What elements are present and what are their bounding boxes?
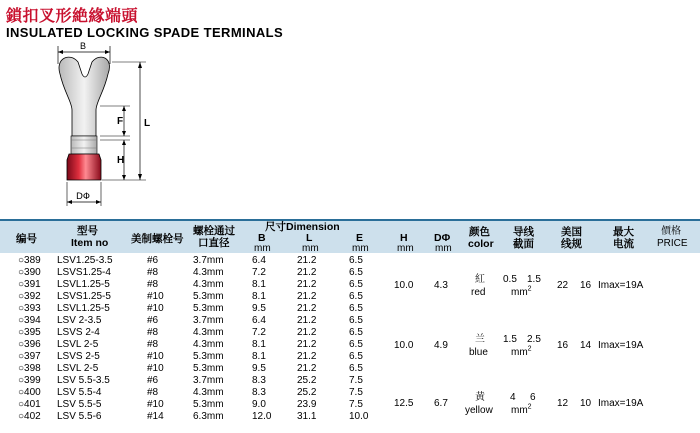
group-awg-b: 10 — [580, 398, 592, 409]
header-b-unit: mm — [254, 243, 271, 254]
row-l: 21.2 — [297, 327, 317, 338]
row-hole: 5.3mm — [193, 291, 224, 302]
group-wire-unit — [511, 287, 532, 299]
row-l: 25.2 — [297, 387, 317, 398]
row-code: ○401 — [18, 399, 41, 410]
group-h: 12.5 — [394, 398, 414, 409]
row-code: ○394 — [18, 315, 41, 326]
row-e: 6.5 — [349, 327, 363, 338]
row-item: LSV 5.5-6 — [57, 411, 102, 422]
row-b: 12.0 — [252, 411, 272, 422]
table-row — [0, 387, 700, 399]
row-b: 9.5 — [252, 363, 266, 374]
row-hole: 5.3mm — [193, 303, 224, 314]
page-title-english: INSULATED LOCKING SPADE TERMINALS — [6, 25, 284, 40]
row-screw: #10 — [147, 351, 164, 362]
group-current: Imax=19A — [598, 340, 644, 351]
row-screw: #10 — [147, 303, 164, 314]
row-screw: #6 — [147, 375, 159, 386]
dim-d-label: DΦ — [76, 192, 91, 202]
row-hole: 5.3mm — [193, 363, 224, 374]
header-l: L — [306, 232, 313, 244]
row-l: 21.2 — [297, 363, 317, 374]
row-b: 6.4 — [252, 255, 266, 266]
page-title-chinese: 鎖扣叉形絶緣端頭 — [6, 6, 139, 25]
header-wire-2: 截面 — [513, 238, 534, 250]
row-l: 21.2 — [297, 351, 317, 362]
row-code: ○400 — [18, 387, 41, 398]
row-e: 7.5 — [349, 399, 363, 410]
group-awg-a: 12 — [557, 398, 569, 409]
table-row — [0, 411, 700, 423]
dim-l-label: L — [144, 118, 151, 129]
group-awg-b: 16 — [580, 280, 592, 291]
row-l: 21.2 — [297, 255, 317, 266]
row-e: 6.5 — [349, 339, 363, 350]
row-code: ○395 — [18, 327, 41, 338]
row-b: 8.1 — [252, 339, 266, 350]
row-b: 8.3 — [252, 387, 266, 398]
row-hole: 4.3mm — [193, 387, 224, 398]
group-wire-unit-text: mm — [511, 347, 528, 358]
row-item: LSVL 2-5 — [57, 339, 99, 350]
group-color-en: blue — [469, 347, 488, 358]
header-price-cn: 價格 — [661, 226, 681, 237]
row-item: LSVS 2-5 — [57, 351, 100, 362]
group-wire-b: 6 — [530, 392, 536, 403]
row-hole: 3.7mm — [193, 255, 224, 266]
header-hole-2: 口直径 — [198, 237, 230, 249]
group-h: 10.0 — [394, 280, 414, 291]
table-row — [0, 399, 700, 411]
row-code: ○392 — [18, 291, 41, 302]
row-code: ○391 — [18, 279, 41, 290]
row-b: 8.1 — [252, 291, 266, 302]
header-us-2: 线规 — [561, 238, 582, 250]
row-code: ○396 — [18, 339, 41, 350]
row-item: LSVS1.25-5 — [57, 291, 111, 302]
row-l: 21.2 — [297, 291, 317, 302]
group-wire-a: 0.5 — [503, 274, 517, 285]
group-color-en: red — [471, 287, 486, 298]
table-row — [0, 279, 700, 291]
row-screw: #8 — [147, 387, 159, 398]
row-hole: 4.3mm — [193, 327, 224, 338]
header-us-1: 美国 — [561, 226, 582, 238]
row-b: 8.1 — [252, 279, 266, 290]
row-l: 21.2 — [297, 303, 317, 314]
row-screw: #10 — [147, 291, 164, 302]
row-item: LSV 5.5-3.5 — [57, 375, 110, 386]
row-screw: #10 — [147, 363, 164, 374]
group-wire-unit-text: mm — [511, 405, 528, 416]
row-e: 6.5 — [349, 291, 363, 302]
table-row — [0, 327, 700, 339]
header-cur-1: 最大 — [613, 226, 634, 238]
row-l: 21.2 — [297, 315, 317, 326]
row-screw: #8 — [147, 339, 159, 350]
group-color-cn: 紅 — [475, 274, 485, 285]
dim-h-label: H — [117, 155, 125, 166]
row-hole: 3.7mm — [193, 375, 224, 386]
header-color-en: color — [468, 238, 494, 250]
row-l: 23.9 — [297, 399, 317, 410]
table-row — [0, 255, 700, 267]
row-screw: #8 — [147, 279, 159, 290]
header-d: DΦ — [434, 232, 451, 244]
row-item: LSVL1.25-5 — [57, 279, 110, 290]
group-wire-unit-text: mm — [511, 287, 528, 298]
row-hole: 5.3mm — [193, 351, 224, 362]
dim-b-label: B — [80, 41, 87, 51]
group-wire-b: 2.5 — [527, 334, 541, 345]
row-l: 21.2 — [297, 339, 317, 350]
header-code: 编号 — [16, 233, 37, 245]
group-awg-a: 22 — [557, 280, 569, 291]
row-b: 9.5 — [252, 303, 266, 314]
group-wire-exp: 2 — [527, 285, 532, 293]
row-e: 7.5 — [349, 387, 363, 398]
header-type-en: Item no — [71, 237, 109, 249]
group-wire-exp: 2 — [527, 403, 532, 411]
header-dimension: 尺寸Dimension — [265, 221, 340, 233]
row-l: 31.1 — [297, 411, 317, 422]
row-screw: #10 — [147, 399, 164, 410]
group-wire-a: 4 — [510, 392, 516, 403]
table-row — [0, 339, 700, 351]
row-item: LSV 5.5-4 — [57, 387, 102, 398]
group-wire-unit — [511, 405, 532, 417]
row-hole: 3.7mm — [193, 315, 224, 326]
row-e: 10.0 — [349, 411, 369, 422]
row-b: 8.1 — [252, 351, 266, 362]
row-item: LSVL1.25-5 — [57, 303, 110, 314]
row-e: 6.5 — [349, 255, 363, 266]
header-hole-1: 螺栓通过 — [193, 225, 235, 237]
group-wire-a: 1.5 — [503, 334, 517, 345]
row-code: ○399 — [18, 375, 41, 386]
group-color-cn: 兰 — [475, 334, 485, 345]
group-wire-exp: 2 — [527, 345, 532, 353]
table-row — [0, 351, 700, 363]
header-price-en: PRICE — [657, 238, 688, 249]
header-b: B — [258, 232, 266, 244]
row-l: 21.2 — [297, 279, 317, 290]
row-b: 9.0 — [252, 399, 266, 410]
row-item: LSVS 2-4 — [57, 327, 100, 338]
header-color-cn: 颜色 — [469, 226, 490, 238]
row-screw: #8 — [147, 327, 159, 338]
row-item: LSV1.25-3.5 — [57, 255, 113, 266]
group-d: 4.9 — [434, 340, 448, 351]
header-h: H — [400, 232, 408, 244]
row-hole: 4.3mm — [193, 339, 224, 350]
row-e: 6.5 — [349, 351, 363, 362]
header-d-unit: mm — [435, 243, 452, 254]
row-code: ○402 — [18, 411, 41, 422]
row-hole: 5.3mm — [193, 399, 224, 410]
row-b: 7.2 — [252, 327, 266, 338]
header-l-unit: mm — [302, 243, 319, 254]
row-item: LSVS1.25-4 — [57, 267, 111, 278]
group-h: 10.0 — [394, 340, 414, 351]
header-type-cn: 型号 — [77, 225, 98, 237]
row-e: 7.5 — [349, 375, 363, 386]
row-screw: #6 — [147, 255, 159, 266]
row-code: ○393 — [18, 303, 41, 314]
table-row — [0, 375, 700, 387]
group-awg-b: 14 — [580, 340, 592, 351]
terminal-dimension-diagram — [0, 40, 180, 215]
header-wire-1: 导线 — [513, 226, 534, 238]
group-current: Imax=19A — [598, 280, 644, 291]
row-b: 7.2 — [252, 267, 266, 278]
row-b: 6.4 — [252, 315, 266, 326]
group-wire-b: 1.5 — [527, 274, 541, 285]
row-code: ○397 — [18, 351, 41, 362]
row-code: ○390 — [18, 267, 41, 278]
row-hole: 4.3mm — [193, 267, 224, 278]
row-l: 25.2 — [297, 375, 317, 386]
table-row — [0, 267, 700, 279]
row-hole: 6.3mm — [193, 411, 224, 422]
row-e: 6.5 — [349, 315, 363, 326]
group-wire-unit — [511, 347, 532, 359]
group-d: 4.3 — [434, 280, 448, 291]
row-hole: 4.3mm — [193, 279, 224, 290]
header-screw: 美制螺栓号 — [131, 233, 184, 245]
row-b: 8.3 — [252, 375, 266, 386]
group-awg-a: 16 — [557, 340, 569, 351]
table-row — [0, 315, 700, 327]
table-row — [0, 363, 700, 375]
header-h-unit: mm — [397, 243, 414, 254]
header-e-unit: mm — [352, 243, 369, 254]
group-color-cn: 黄 — [475, 392, 485, 403]
row-item: LSV 2-3.5 — [57, 315, 102, 326]
row-l: 21.2 — [297, 267, 317, 278]
table-row — [0, 303, 700, 315]
row-item: LSV 5.5-5 — [57, 399, 102, 410]
row-e: 6.5 — [349, 279, 363, 290]
group-d: 6.7 — [434, 398, 448, 409]
row-e: 6.5 — [349, 363, 363, 374]
row-screw: #6 — [147, 315, 159, 326]
table-row — [0, 291, 700, 303]
row-code: ○389 — [18, 255, 41, 266]
row-e: 6.5 — [349, 303, 363, 314]
row-screw: #8 — [147, 267, 159, 278]
header-cur-2: 电流 — [613, 238, 634, 250]
row-item: LSVL 2-5 — [57, 363, 99, 374]
table-header — [0, 219, 700, 253]
group-color-en: yellow — [465, 405, 493, 416]
row-screw: #14 — [147, 411, 164, 422]
group-current: Imax=19A — [598, 398, 644, 409]
row-e: 6.5 — [349, 267, 363, 278]
header-e: E — [356, 232, 364, 244]
row-code: ○398 — [18, 363, 41, 374]
dim-f-label: F — [117, 116, 124, 127]
